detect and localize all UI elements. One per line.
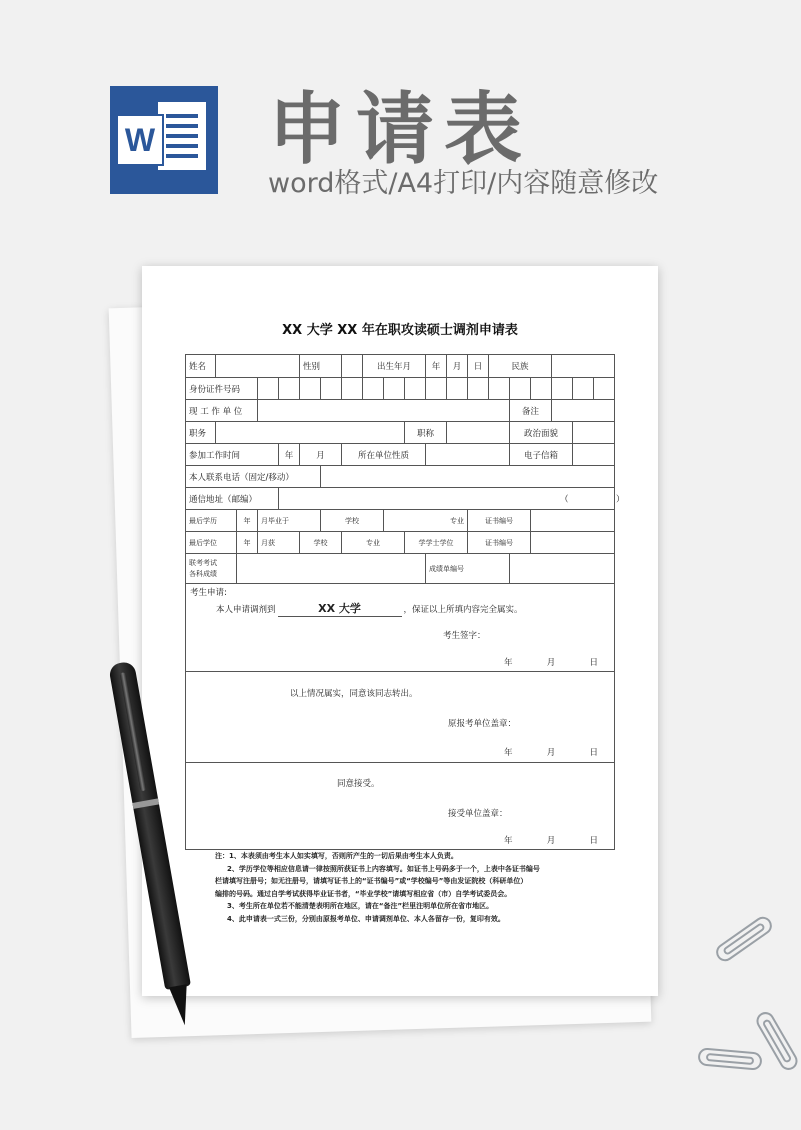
education-cert-label: 证书编号: [468, 510, 531, 532]
degree-type: 学学士学位: [405, 532, 468, 554]
word-letter: W: [116, 114, 164, 166]
apply-text-after: ，保证以上所填内容完全属实。: [403, 605, 523, 615]
original-unit-year: 年: [504, 748, 513, 758]
unit-nature-label: 所在单位性质: [342, 444, 426, 466]
birth-day-label: 日: [468, 355, 489, 378]
education-major: 专业: [384, 510, 468, 532]
receiving-unit-month: 月: [546, 836, 556, 846]
receiving-unit-day: 日: [589, 836, 598, 846]
email-label: 电子信箱: [510, 444, 573, 466]
id-digit[interactable]: [531, 378, 552, 400]
unit-nature-field[interactable]: [426, 444, 510, 466]
apply-date: [504, 656, 598, 668]
id-digit[interactable]: [489, 378, 510, 400]
postcode-paren-open: （: [560, 494, 569, 505]
paperclip-icon: [697, 1047, 762, 1071]
education-school: 学校: [321, 510, 384, 532]
row-phone: [186, 466, 615, 488]
exam-scores-field[interactable]: [237, 554, 426, 584]
education-label: 最后学历: [186, 510, 237, 532]
work-unit-field[interactable]: [258, 400, 510, 422]
phone-field[interactable]: [321, 466, 615, 488]
work-unit-label: 现 工 作 单 位: [186, 400, 258, 422]
education-year: 年: [237, 510, 258, 532]
degree-cert-label: 证书编号: [468, 532, 531, 554]
row-education: [186, 510, 615, 532]
education-graduated: 月毕业于: [258, 510, 321, 532]
address-field[interactable]: [279, 488, 625, 510]
row-exam: [186, 554, 615, 584]
position-field[interactable]: [216, 422, 405, 444]
row-address: [186, 488, 615, 510]
title-label: 职称: [405, 422, 447, 444]
position-label: 职务: [186, 422, 216, 444]
degree-label: 最后学位: [186, 532, 237, 554]
id-digit[interactable]: [279, 378, 300, 400]
address-label: 通信地址（邮编）: [186, 488, 279, 510]
birth-month-label: 月: [447, 355, 468, 378]
work-start-year: 年: [279, 444, 300, 466]
note-4: 4、此申请表一式三份，分别由原报考单位、申请调剂单位、本人各留存一份，复印有效。: [227, 914, 505, 923]
form-title: XX 大学 XX 年在职攻读硕士调剂申请表: [282, 323, 518, 338]
paperclip-icon: [713, 913, 776, 964]
row-personal: [186, 355, 615, 378]
receiving-unit-text: 同意接受。: [337, 779, 380, 789]
note-1: 注：1、本表须由考生本人如实填写，否则所产生的一切后果由考生本人负责。: [215, 852, 458, 860]
email-field[interactable]: [573, 444, 615, 466]
receiving-unit-year: 年: [504, 836, 513, 846]
birth-year-label: 年: [426, 355, 447, 378]
application-form-table: [185, 354, 625, 850]
degree-cert-field[interactable]: [531, 532, 615, 554]
row-degree: [186, 532, 615, 554]
score-no-field[interactable]: [510, 554, 615, 584]
document-lines-icon: [158, 102, 206, 170]
word-logo: [110, 86, 218, 194]
title-field[interactable]: [447, 422, 510, 444]
page-title: 申请表: [268, 85, 533, 175]
id-digit[interactable]: [405, 378, 426, 400]
name-label: 姓名: [186, 355, 216, 378]
original-unit-cell: [186, 672, 615, 763]
degree-year: 年: [237, 532, 258, 554]
id-digit[interactable]: [300, 378, 321, 400]
exam-label-line1: 联考考试: [189, 558, 217, 567]
apply-statement: [216, 600, 523, 617]
receiving-unit-stamp-label: 接受单位盖章：: [448, 809, 508, 819]
work-start-month: 月: [300, 444, 342, 466]
id-digit[interactable]: [552, 378, 573, 400]
note-2: 2、学历学位等相应信息请一律按照所获证书上内容填写。如证书上号码多于一个，上表中各证书编号: [227, 864, 540, 873]
birth-label: 出生年月: [363, 355, 426, 378]
document-page: [142, 266, 658, 996]
political-label: 政治面貌: [510, 422, 573, 444]
phone-label: 本人联系电话（固定/移动）: [186, 466, 321, 488]
apply-school[interactable]: XX 大学: [278, 600, 402, 617]
exam-label: [186, 554, 237, 584]
degree-major: 专业: [342, 532, 405, 554]
id-digit[interactable]: [363, 378, 384, 400]
apply-day: 日: [589, 658, 598, 668]
note-2-cont: 编排的号码。通过自学考试获得毕业证书者，“毕业学校”请填写相应省（市）自学考试委员会。: [215, 889, 512, 898]
apply-label: 考生申请:: [190, 588, 227, 598]
gender-field[interactable]: [342, 355, 363, 378]
page-subtitle: word格式/A4打印/内容随意修改: [268, 168, 659, 199]
note-2-cont: 栏请填写注册号；如无注册号，请填写证书上的“证书编号”或“学校编号”等由发证院校（科研单位）: [215, 877, 528, 885]
row-original-unit: [186, 672, 615, 763]
exam-label-line2: 各科成绩: [189, 569, 217, 578]
receiving-unit-cell: [186, 763, 615, 850]
original-unit-stamp-label: 原报考单位盖章：: [448, 719, 517, 729]
political-field[interactable]: [573, 422, 615, 444]
apply-month: 月: [546, 658, 556, 668]
id-digit[interactable]: [342, 378, 363, 400]
original-unit-day: 日: [589, 748, 598, 758]
id-digit[interactable]: [447, 378, 468, 400]
ethnic-field[interactable]: [552, 355, 615, 378]
work-start-label: 参加工作时间: [186, 444, 279, 466]
id-digit[interactable]: [426, 378, 447, 400]
degree-obtained: 月获: [258, 532, 300, 554]
gender-label: 性别: [300, 355, 342, 378]
id-digit[interactable]: [573, 378, 594, 400]
apply-year: 年: [504, 658, 513, 668]
remark-label: 备注: [510, 400, 552, 422]
form-notes: [215, 850, 610, 925]
apply-signature-label: 考生签字：: [443, 631, 486, 641]
remark-field[interactable]: [552, 400, 615, 422]
id-digit[interactable]: [510, 378, 531, 400]
ethnic-label: 民族: [489, 355, 552, 378]
id-digit[interactable]: [594, 378, 615, 400]
original-unit-date: [504, 746, 598, 758]
id-digit[interactable]: [321, 378, 342, 400]
apply-cell: [186, 584, 615, 672]
education-cert-field[interactable]: [531, 510, 615, 532]
note-3: 3、考生所在单位若不能清楚表明所在地区，请在“备注”栏里注明单位所在省市地区。: [227, 902, 494, 910]
id-digit[interactable]: [384, 378, 405, 400]
name-field[interactable]: [216, 355, 300, 378]
degree-school: 学校: [300, 532, 342, 554]
row-position: [186, 422, 615, 444]
row-receiving-unit: [186, 763, 615, 850]
original-unit-text: 以上情况属实，同意该同志转出。: [290, 689, 418, 699]
receiving-unit-date: [504, 834, 598, 846]
original-unit-month: 月: [546, 748, 556, 758]
postcode-paren-close: ）: [616, 494, 625, 505]
id-label: 身份证件号码: [186, 378, 258, 400]
id-digit[interactable]: [468, 378, 489, 400]
score-no-label: 成绩单编号: [426, 554, 510, 584]
apply-text-before: 本人申请调剂到: [216, 605, 276, 615]
row-work-start: [186, 444, 615, 466]
row-id: [186, 378, 615, 400]
id-digit[interactable]: [258, 378, 279, 400]
row-apply: [186, 584, 615, 672]
row-work-unit: [186, 400, 615, 422]
